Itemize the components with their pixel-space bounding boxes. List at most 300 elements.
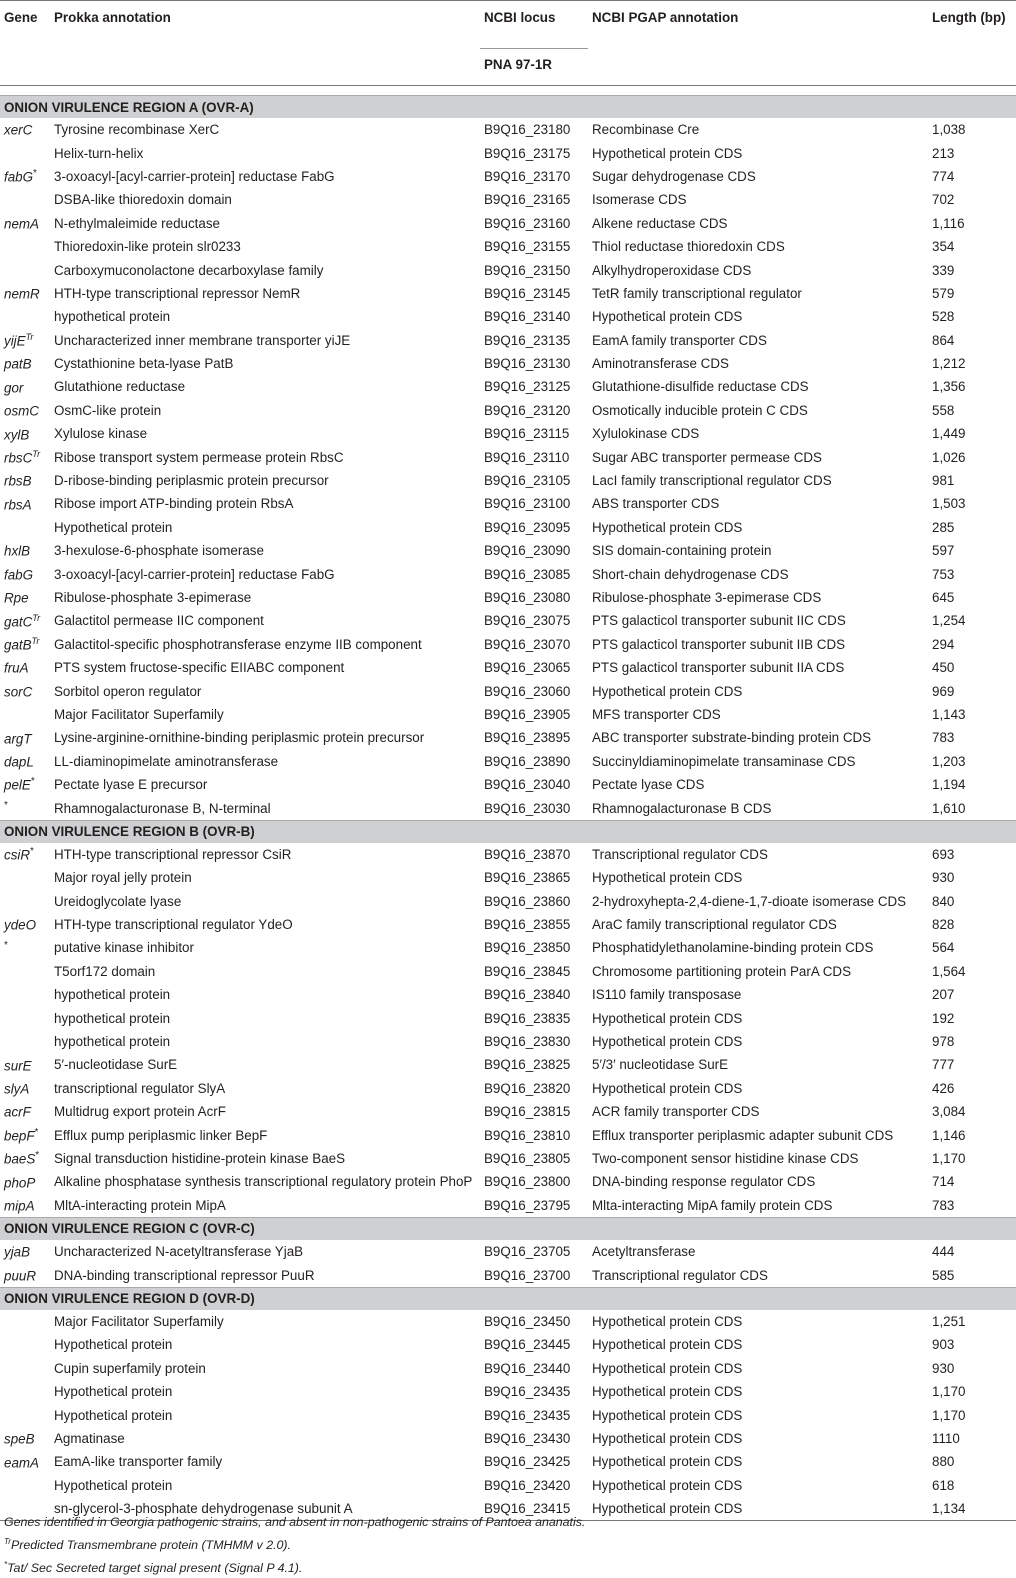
prokka-annotation-cell: HTH-type transcriptional repressor NemR	[54, 285, 301, 301]
table-row	[0, 516, 1016, 539]
pgap-annotation-cell: Short-chain dehydrogenase CDS	[592, 566, 789, 582]
length-cell: 1,116	[932, 215, 965, 231]
table-row	[0, 141, 1016, 164]
length-cell: 192	[932, 1010, 955, 1026]
prokka-annotation-cell: Major royal jelly protein	[54, 870, 192, 886]
pgap-annotation-cell: TetR family transcriptional regulator	[592, 285, 802, 301]
locus-cell: B9Q16_23415	[480, 1497, 588, 1521]
table-row	[0, 1077, 1016, 1100]
pgap-annotation-cell: Hypothetical protein CDS	[592, 1010, 743, 1026]
table-row	[0, 796, 1016, 820]
pgap-annotation-cell: Alkene reductase CDS	[592, 215, 728, 231]
prokka-annotation-cell: OsmC-like protein	[54, 402, 162, 418]
signal-marker: *	[30, 776, 35, 788]
prokka-annotation-cell: hypothetical protein	[54, 309, 171, 325]
pgap-annotation-cell: Succinyldiaminopimelate transaminase CDS	[592, 753, 856, 769]
footnote-signal	[4, 1555, 585, 1578]
table-row	[0, 679, 1016, 702]
table-row	[0, 1333, 1016, 1356]
locus-cell: B9Q16_23425	[484, 1454, 571, 1470]
locus-cell: B9Q16_23870	[484, 846, 571, 862]
gene-cell	[0, 1380, 50, 1403]
gene-name: phoP	[4, 1175, 36, 1191]
gene-name: csiR	[4, 847, 31, 863]
gene-cell	[0, 1450, 50, 1473]
gene-cell	[0, 1006, 50, 1029]
locus-cell: B9Q16_23070	[484, 636, 571, 652]
gene-cell	[0, 1147, 50, 1170]
pgap-annotation-cell: Hypothetical protein CDS	[592, 1360, 743, 1376]
length-cell: 1,356	[932, 379, 966, 395]
gene-cell	[0, 656, 50, 679]
locus-cell: B9Q16_23170	[484, 168, 571, 184]
gene-name: fabG	[4, 567, 34, 583]
pgap-annotation-cell: MFS transporter CDS	[592, 706, 721, 722]
locus-cell: B9Q16_23430	[484, 1430, 571, 1446]
table-row	[0, 1240, 1016, 1263]
locus-cell: B9Q16_23100	[484, 496, 571, 512]
length-cell: 1,170	[932, 1407, 966, 1423]
prokka-annotation-cell: Ribose import ATP-binding protein RbsA	[54, 496, 294, 512]
locus-cell: B9Q16_23155	[484, 239, 571, 255]
locus-cell: B9Q16_23815	[484, 1104, 571, 1120]
locus-cell: B9Q16_23840	[484, 987, 571, 1003]
table-row	[0, 750, 1016, 773]
prokka-annotation-cell: HTH-type transcriptional repressor CsiR	[54, 846, 292, 862]
length-cell: 753	[932, 566, 955, 582]
gene-cell	[0, 375, 50, 398]
pgap-annotation-cell: ABC transporter substrate-binding protein CDS	[592, 730, 872, 746]
table-row	[0, 539, 1016, 562]
gene-name: fruA	[4, 660, 29, 676]
pgap-annotation-cell: Hypothetical protein CDS	[592, 1384, 743, 1400]
gene-name: yjaB	[4, 1244, 31, 1260]
locus-cell: B9Q16_23130	[484, 356, 571, 372]
pgap-annotation-cell: Aminotransferase CDS	[592, 356, 729, 372]
locus-cell: B9Q16_23180	[484, 122, 571, 138]
gene-cell	[0, 188, 50, 211]
length-cell: 1,194	[932, 777, 966, 793]
table-row	[0, 1380, 1016, 1403]
locus-cell: B9Q16_23860	[484, 893, 571, 909]
length-cell: 1,564	[932, 963, 966, 979]
length-cell: 783	[932, 1197, 955, 1213]
pgap-annotation-cell: Hypothetical protein CDS	[592, 1430, 743, 1446]
gene-cell	[0, 1310, 50, 1333]
signal-marker: *	[35, 1150, 40, 1162]
length-cell: 1,251	[932, 1313, 966, 1329]
table-row	[0, 422, 1016, 445]
table-row	[0, 1053, 1016, 1076]
gene-cell	[0, 1357, 50, 1380]
length-cell: 774	[932, 168, 955, 184]
gene-cell	[0, 329, 50, 352]
locus-cell: B9Q16_23075	[484, 613, 571, 629]
locus-cell: B9Q16_23065	[484, 660, 571, 676]
gene-cell	[0, 539, 50, 562]
pgap-annotation-cell: Alkylhydroperoxidase CDS	[592, 262, 752, 278]
length-cell: 558	[932, 402, 955, 418]
pgap-annotation-cell: IS110 family transposase	[592, 987, 742, 1003]
gene-name: osmC	[4, 403, 39, 419]
gene-name: rbsA	[4, 497, 32, 513]
table-row	[0, 773, 1016, 796]
pgap-annotation-cell: Pectate lyase CDS	[592, 777, 705, 793]
prokka-annotation-cell: D-ribose-binding periplasmic protein precursor	[54, 473, 329, 489]
prokka-annotation-cell: PTS system fructose-specific EIIABC component	[54, 660, 345, 676]
gene-cell	[0, 913, 50, 936]
gene-name: ydeO	[4, 917, 37, 933]
prokka-annotation-cell: Hypothetical protein	[54, 1337, 173, 1353]
locus-cell: B9Q16_23140	[484, 309, 571, 325]
prokka-annotation-cell: Efflux pump periplasmic linker BepF	[54, 1127, 268, 1143]
pgap-annotation-cell: Mlta-interacting MipA family protein CDS	[592, 1197, 833, 1213]
length-cell: 1,134	[926, 1497, 1016, 1521]
gene-cell	[0, 609, 50, 632]
gene-cell	[0, 843, 50, 866]
table-row	[0, 282, 1016, 305]
table-row	[0, 258, 1016, 281]
length-cell: 828	[932, 917, 955, 933]
gene-cell	[0, 469, 50, 492]
pgap-annotation-cell: Hypothetical protein CDS	[592, 1407, 743, 1423]
pgap-annotation-cell: Hypothetical protein CDS	[592, 1337, 743, 1353]
gene-name: gatB	[4, 637, 32, 653]
footnote-tr-marker: Tr	[4, 1537, 11, 1546]
gene-name: bepF	[4, 1128, 35, 1144]
length-cell: 978	[932, 1034, 955, 1050]
locus-cell: B9Q16_23865	[484, 870, 571, 886]
gene-superscript: Tr	[25, 331, 34, 342]
pgap-annotation-cell: ABS transporter CDS	[592, 496, 720, 512]
gene-cell	[0, 492, 50, 515]
gene-superscript: Tr	[31, 636, 40, 647]
footnote-transmembrane	[4, 1532, 585, 1555]
length-cell: 969	[932, 683, 955, 699]
length-cell: 207	[932, 987, 955, 1003]
gene-cell	[0, 983, 50, 1006]
footnote-star-text: Tat/ Sec Secreted target signal present (Signal P 4.1).	[7, 1561, 303, 1576]
signal-marker: *	[30, 846, 34, 858]
gene-name: slyA	[4, 1081, 30, 1097]
prokka-annotation-cell: Major Facilitator Superfamily	[54, 1313, 224, 1329]
table-row	[0, 1403, 1016, 1426]
locus-cell: B9Q16_23810	[484, 1127, 571, 1143]
gene-cell	[0, 1263, 50, 1287]
table-row	[0, 1357, 1016, 1380]
pgap-annotation-cell: Efflux transporter periplasmic adapter subunit CDS	[592, 1127, 894, 1143]
gene-name: gor	[4, 380, 24, 396]
length-cell: 930	[932, 870, 955, 886]
table-row	[0, 1473, 1016, 1496]
pgap-annotation-cell: DNA-binding response regulator CDS	[592, 1174, 816, 1190]
pgap-annotation-cell: Isomerase CDS	[592, 192, 687, 208]
locus-cell: B9Q16_23825	[484, 1057, 571, 1073]
gene-cell	[0, 796, 50, 820]
prokka-annotation-cell: EamA-like transporter family	[54, 1454, 223, 1470]
length-cell: 1,038	[932, 122, 966, 138]
gene-cell	[0, 212, 50, 235]
prokka-annotation-cell: Multidrug export protein AcrF	[54, 1104, 226, 1120]
pgap-annotation-cell: Hypothetical protein CDS	[592, 1477, 743, 1493]
pgap-annotation-cell: Osmotically inducible protein C CDS	[592, 402, 808, 418]
locus-cell: B9Q16_23420	[484, 1477, 571, 1493]
pgap-annotation-cell: Sugar ABC transporter permease CDS	[592, 449, 822, 465]
gene-cell	[0, 422, 50, 445]
table-row	[0, 1100, 1016, 1123]
length-cell: 903	[932, 1337, 955, 1353]
prokka-annotation-cell: Signal transduction histidine-protein kinase BaeS	[54, 1150, 346, 1166]
footnote-star-marker: *	[4, 1560, 8, 1570]
header-gene: Gene	[0, 1, 50, 49]
prokka-annotation-cell: Sorbitol operon regulator	[54, 683, 202, 699]
gene-name: mipA	[4, 1198, 35, 1214]
table-row	[0, 235, 1016, 258]
table-row	[0, 188, 1016, 211]
prokka-annotation-cell: Helix-turn-helix	[54, 145, 144, 161]
table-row	[0, 375, 1016, 398]
length-cell: 777	[932, 1057, 955, 1073]
gene-name: nemA	[4, 216, 39, 232]
pgap-annotation-cell: Acetyltransferase	[592, 1244, 696, 1260]
pgap-annotation-cell: Chromosome partitioning protein ParA CDS	[592, 963, 852, 979]
locus-cell: B9Q16_23700	[484, 1267, 571, 1283]
table-row	[0, 726, 1016, 749]
length-cell: 354	[932, 239, 955, 255]
table-row	[0, 1170, 1016, 1193]
prokka-annotation-cell: Lysine-arginine-ornithine-binding periplasmic protein precursor	[54, 730, 425, 746]
locus-cell: B9Q16_23445	[484, 1337, 571, 1353]
table-header	[0, 1, 1016, 96]
gene-name: patB	[4, 356, 32, 372]
gene-cell	[0, 633, 50, 656]
gene-cell	[0, 235, 50, 258]
length-cell: 864	[932, 332, 955, 348]
prokka-annotation-cell: Ribose transport system permease protein RbsC	[54, 449, 344, 465]
gene-cell	[0, 1077, 50, 1100]
prokka-annotation-cell: LL-diaminopimelate aminotransferase	[54, 753, 279, 769]
locus-cell: B9Q16_23795	[484, 1197, 571, 1213]
gene-name: eamA	[4, 1455, 39, 1471]
locus-cell: B9Q16_23830	[484, 1034, 571, 1050]
prokka-annotation-cell: Carboxymuconolactone decarboxylase family	[54, 262, 324, 278]
prokka-annotation-cell: Hypothetical protein	[54, 519, 173, 535]
length-cell: 564	[932, 940, 955, 956]
section-title: ONION VIRULENCE REGION A (OVR-A)	[0, 96, 1016, 119]
prokka-annotation-cell: Major Facilitator Superfamily	[54, 706, 224, 722]
length-cell: 1,503	[932, 496, 966, 512]
locus-cell: B9Q16_23435	[484, 1384, 571, 1400]
gene-cell	[0, 726, 50, 749]
gene-cell	[0, 703, 50, 726]
length-cell: 1110	[932, 1430, 960, 1446]
table-row	[0, 1123, 1016, 1146]
length-cell: 1,026	[932, 449, 966, 465]
gene-cell	[0, 1427, 50, 1450]
signal-marker: *	[4, 799, 8, 811]
prokka-annotation-cell: Ribulose-phosphate 3-epimerase	[54, 590, 252, 605]
pgap-annotation-cell: AraC family transcriptional regulator CDS	[592, 917, 837, 933]
locus-cell: B9Q16_23435	[484, 1407, 571, 1423]
pgap-annotation-cell: Transcriptional regulator CDS	[592, 1267, 768, 1283]
gene-name: xylB	[4, 427, 30, 442]
length-cell: 1,449	[932, 426, 966, 442]
table-row	[0, 703, 1016, 726]
length-cell: 714	[932, 1174, 955, 1190]
length-cell: 597	[932, 543, 955, 559]
prokka-annotation-cell: Hypothetical protein	[54, 1477, 173, 1493]
table-row	[0, 983, 1016, 1006]
locus-cell: B9Q16_23850	[484, 940, 571, 956]
prokka-annotation-cell: Ureidoglycolate lyase	[54, 893, 182, 909]
gene-name: xerC	[4, 122, 33, 138]
gene-cell	[0, 773, 50, 796]
pgap-annotation-cell: Phosphatidylethanolamine-binding protein CDS	[592, 940, 874, 956]
pgap-annotation-cell: EamA family transporter CDS	[592, 332, 767, 348]
table-row	[0, 890, 1016, 913]
table-row	[0, 562, 1016, 585]
length-cell: 880	[932, 1454, 955, 1470]
prokka-annotation-cell: HTH-type transcriptional regulator YdeO	[54, 917, 293, 933]
section-title: ONION VIRULENCE REGION D (OVR-D)	[0, 1287, 1016, 1310]
gene-cell	[0, 1194, 50, 1218]
length-cell: 1,143	[932, 706, 966, 722]
prokka-annotation-cell: Uncharacterized N-acetyltransferase YjaB	[54, 1244, 304, 1260]
gene-name: dapL	[4, 754, 34, 770]
prokka-annotation-cell: Cystathionine beta-lyase PatB	[54, 356, 234, 372]
pgap-annotation-cell: Xylulokinase CDS	[592, 426, 700, 442]
gene-cell	[0, 399, 50, 422]
gene-name: baeS	[4, 1151, 36, 1167]
pgap-annotation-cell: Ribulose-phosphate 3-epimerase CDS	[592, 590, 822, 605]
table-row	[0, 1006, 1016, 1029]
prokka-annotation-cell: Galactitol permease IIC component	[54, 613, 264, 629]
table-row	[0, 866, 1016, 889]
section-title: ONION VIRULENCE REGION B (OVR-B)	[0, 820, 1016, 843]
gene-cell	[0, 1473, 50, 1496]
gene-name: yijE	[4, 333, 26, 349]
prokka-annotation-cell: Cupin superfamily protein	[54, 1360, 206, 1376]
prokka-annotation-cell: hypothetical protein	[54, 1034, 171, 1050]
prokka-annotation-cell: 3-oxoacyl-[acyl-carrier-protein] reductase FabG	[54, 566, 335, 582]
prokka-annotation-cell: hypothetical protein	[54, 987, 171, 1003]
prokka-annotation-cell: Hypothetical protein	[54, 1384, 173, 1400]
table-row	[0, 305, 1016, 328]
footnotes	[4, 1513, 585, 1578]
signal-marker: *	[33, 168, 37, 180]
section-header-row	[0, 820, 1016, 843]
prokka-annotation-cell: DNA-binding transcriptional repressor PuuR	[54, 1267, 315, 1283]
prokka-annotation-cell: Xylulose kinase	[54, 426, 148, 442]
gene-cell	[0, 750, 50, 773]
locus-cell: B9Q16_23855	[484, 917, 571, 933]
gene-name: puuR	[4, 1268, 37, 1284]
header-pgap: NCBI PGAP annotation	[588, 1, 926, 49]
length-cell: 285	[932, 519, 955, 535]
gene-cell	[0, 1053, 50, 1076]
table-row	[0, 118, 1016, 141]
section-header-row	[0, 1217, 1016, 1240]
section-header-row	[0, 1287, 1016, 1310]
gene-cell	[0, 1403, 50, 1426]
pgap-annotation-cell: 2-hydroxyhepta-2,4-diene-1,7-dioate isomerase CDS	[592, 893, 907, 909]
gene-name: rbsC	[4, 450, 33, 466]
prokka-annotation-cell: 5′-nucleotidase SurE	[54, 1057, 178, 1073]
table-row	[0, 936, 1016, 959]
pgap-annotation-cell: ACR family transporter CDS	[592, 1104, 760, 1120]
length-cell: 426	[932, 1080, 955, 1096]
prokka-annotation-cell: Hypothetical protein	[54, 1407, 173, 1423]
locus-cell: B9Q16_23125	[484, 379, 571, 395]
gene-cell	[0, 258, 50, 281]
prokka-annotation-cell: N-ethylmaleimide reductase	[54, 215, 220, 231]
gene-cell	[0, 586, 50, 609]
gene-cell	[0, 445, 50, 468]
pgap-annotation-cell: Hypothetical protein CDS	[592, 1034, 743, 1050]
gene-name: sorC	[4, 684, 33, 700]
length-cell: 579	[932, 285, 955, 301]
gene-name: pelE	[4, 777, 31, 793]
gene-name: speB	[4, 1431, 35, 1447]
length-cell: 618	[932, 1477, 955, 1493]
length-cell: 981	[932, 473, 955, 489]
header-prokka: Prokka annotation	[50, 1, 480, 49]
gene-cell	[0, 1100, 50, 1123]
gene-cell	[0, 282, 50, 305]
length-cell: 3,084	[932, 1104, 966, 1120]
prokka-annotation-cell: Alkaline phosphatase synthesis transcriptional regulatory protein PhoP	[54, 1174, 473, 1190]
length-cell: 339	[932, 262, 955, 278]
locus-cell: B9Q16_23165	[484, 192, 571, 208]
locus-cell: B9Q16_23150	[484, 262, 571, 278]
table-row	[0, 913, 1016, 936]
pgap-annotation-cell: PTS galacticol transporter subunit IIB CDS	[592, 636, 846, 652]
pgap-annotation-cell: PTS galacticol transporter subunit IIA CDS	[592, 660, 845, 676]
gene-cell	[0, 1123, 50, 1146]
pgap-annotation-cell: Hypothetical protein CDS	[592, 870, 743, 886]
locus-cell: B9Q16_23135	[484, 332, 571, 348]
section-header-row	[0, 96, 1016, 119]
prokka-annotation-cell: sn-glycerol-3-phosphate dehydrogenase subunit A	[50, 1497, 480, 1521]
section-title: ONION VIRULENCE REGION C (OVR-C)	[0, 1217, 1016, 1240]
prokka-annotation-cell: Uncharacterized inner membrane transporter yiJE	[54, 332, 351, 348]
locus-cell: B9Q16_23450	[484, 1313, 571, 1329]
prokka-annotation-cell: hypothetical protein	[54, 1010, 171, 1026]
gene-name: argT	[4, 731, 32, 747]
length-cell: 294	[932, 636, 955, 652]
table-row	[0, 609, 1016, 632]
pgap-annotation-cell: 5′/3′ nucleotidase SurE	[592, 1057, 729, 1073]
length-cell: 444	[932, 1244, 955, 1260]
gene-cell	[0, 516, 50, 539]
locus-cell: B9Q16_23845	[484, 963, 571, 979]
gene-cell	[0, 141, 50, 164]
signal-marker: *	[4, 939, 8, 951]
gene-cell	[0, 679, 50, 702]
locus-cell: B9Q16_23145	[484, 285, 571, 301]
locus-cell: B9Q16_23085	[484, 566, 571, 582]
locus-cell: B9Q16_23090	[484, 543, 571, 559]
prokka-annotation-cell: Tyrosine recombinase XerC	[54, 122, 220, 138]
gene-cell	[0, 118, 50, 141]
table-body	[0, 96, 1016, 1521]
table-row	[0, 633, 1016, 656]
table-row	[0, 445, 1016, 468]
length-cell: 450	[932, 660, 955, 676]
pgap-annotation-cell: Thiol reductase thioredoxin CDS	[592, 239, 785, 255]
gene-name: surE	[4, 1058, 32, 1074]
prokka-annotation-cell: MltA-interacting protein MipA	[54, 1197, 226, 1213]
